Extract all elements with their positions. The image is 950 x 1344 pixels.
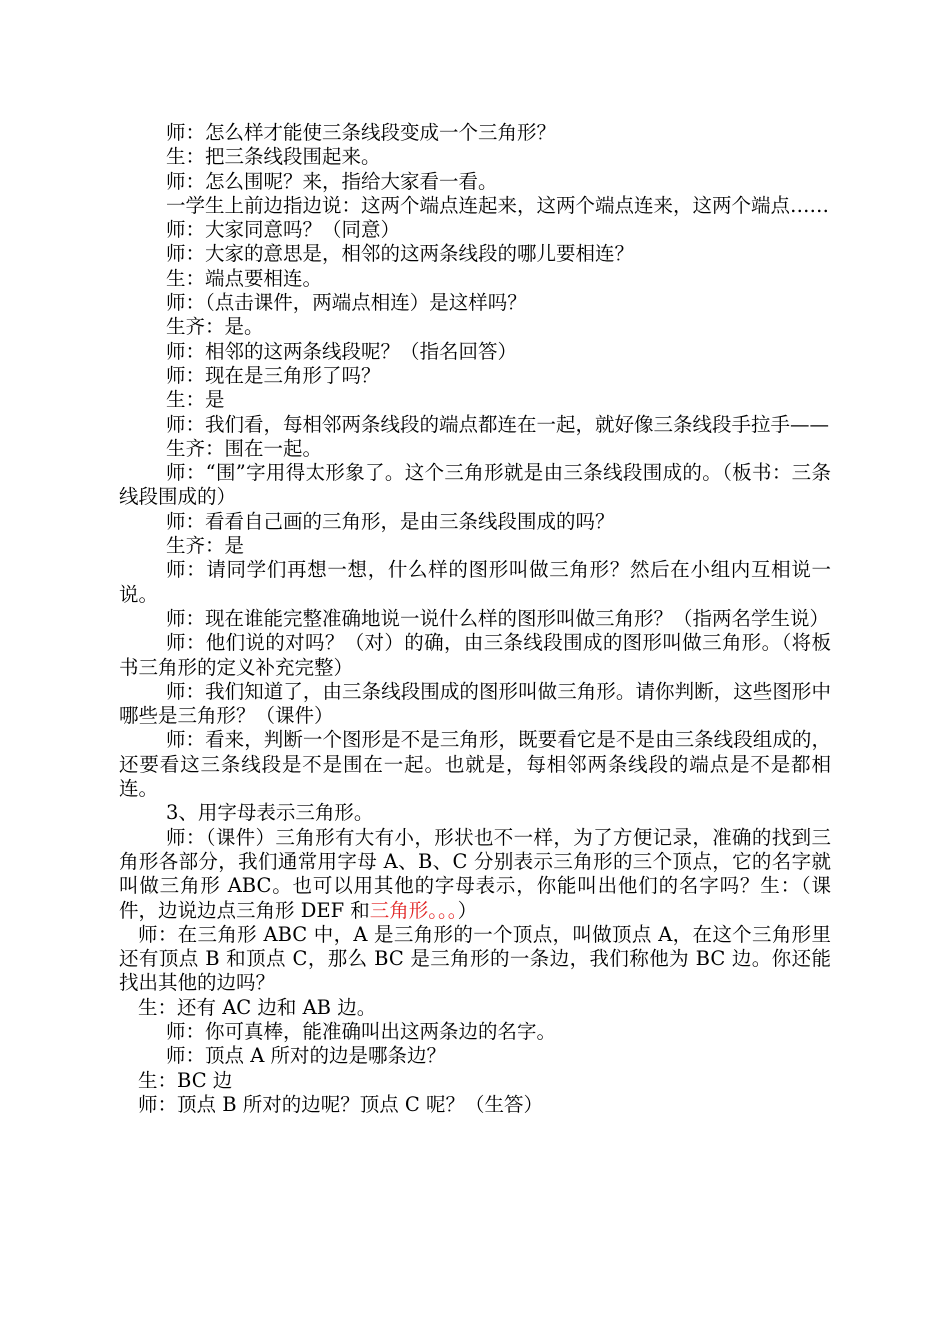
paragraph: 师：相邻的这两条线段呢？（指名回答） bbox=[166, 339, 518, 363]
paragraph: 师：怎么样才能使三条线段变成一个三角形？ bbox=[166, 121, 557, 144]
paragraph: 师：顶点 A 所对的边是哪条边？ bbox=[166, 1044, 446, 1068]
paragraph bbox=[119, 826, 831, 923]
paragraph: 生：还有 AC 边和 AB 边。 bbox=[138, 995, 377, 1019]
section-heading: 3、用字母表示三角形。 bbox=[166, 801, 374, 825]
paragraph: 师：他们说的对吗？（对）的确，由三条线段围成的图形叫做三角形。（将板书三角形的定义补充完整） bbox=[119, 631, 831, 679]
paragraph: 一学生上前边指边说：这两个端点连起来，这两个端点连来，这两个端点…… bbox=[166, 193, 830, 217]
paragraph: 师：看来，判断一个图形是不是三角形，既要看它是不是由三条线段组成的，还要看这三条线段是不是围在一起。也就是，每相邻两条线段的端点是不是都相连。 bbox=[119, 728, 831, 801]
paragraph: 生齐：围在一起。 bbox=[166, 436, 323, 460]
paragraph: 师：我们看，每相邻两条线段的端点都连在一起，就好像三条线段手拉手—— bbox=[166, 412, 830, 436]
paragraph: 师：在三角形 ABC 中，A 是三角形的一个顶点，叫做顶点 A，在这个三角形里还有顶点 B 和顶点 C，那么 BC 是三角形的一条边，我们称他为 BC 边。你还能找出其他的边吗？ bbox=[119, 922, 831, 995]
paragraph: 生齐：是 bbox=[166, 534, 245, 558]
paragraph: 师：请同学们再想一想，什么样的图形叫做三角形？然后在小组内互相说一说。 bbox=[119, 558, 831, 606]
paragraph: 师：现在是三角形了吗？ bbox=[166, 363, 381, 387]
document-page bbox=[119, 121, 831, 1117]
paragraph: 师：顶点 B 所对的边呢？顶点 C 呢？（生答） bbox=[138, 1092, 544, 1116]
paragraph: 师：大家同意吗？（同意） bbox=[166, 218, 401, 242]
paragraph-tail: ） bbox=[457, 898, 478, 922]
paragraph: 生：BC 边 bbox=[138, 1068, 233, 1092]
paragraph: 生齐：是。 bbox=[166, 315, 264, 339]
paragraph: 生：端点要相连。 bbox=[166, 266, 323, 290]
paragraph: 生：把三条线段围起来。 bbox=[166, 145, 381, 169]
paragraph: 师：我们知道了，由三条线段围成的图形叫做三角形。请你判断，这些图形中哪些是三角形？（课件） bbox=[119, 679, 831, 728]
paragraph: 师：看看自己画的三角形，是由三条线段围成的吗？ bbox=[166, 509, 615, 533]
paragraph-text: 师：（课件）三角形有大有小，形状也不一样，为了方便记录，准确的找到三角形各部分，我们通常用字母 A、B、C 分别表示三角形的三个顶点，它的名字就叫做三角形 ABC。也可以用其他的字母表示，你能叫出他们的名字吗？生：（课件，边说边点三角形 DEF 和 bbox=[119, 825, 831, 922]
paragraph: 师：现在谁能完整准确地说一说什么样的图形叫做三角形？（指两名学生说） bbox=[166, 606, 830, 630]
paragraph: 师：（点击课件，两端点相连）是这样吗？ bbox=[166, 291, 527, 315]
paragraph: 师：大家的意思是，相邻的这两条线段的哪儿要相连？ bbox=[166, 242, 635, 266]
highlighted-text: 三角形。。。 bbox=[369, 898, 458, 922]
paragraph: 师：怎么围呢？来，指给大家看一看。 bbox=[166, 169, 498, 193]
paragraph: 生：是 bbox=[166, 388, 225, 412]
paragraph: 师：你可真棒，能准确叫出这两条边的名字。 bbox=[166, 1019, 557, 1043]
paragraph: 师：“围”字用得太形象了。这个三角形就是由三条线段围成的。（板书：三条线段围成的） bbox=[119, 461, 831, 509]
